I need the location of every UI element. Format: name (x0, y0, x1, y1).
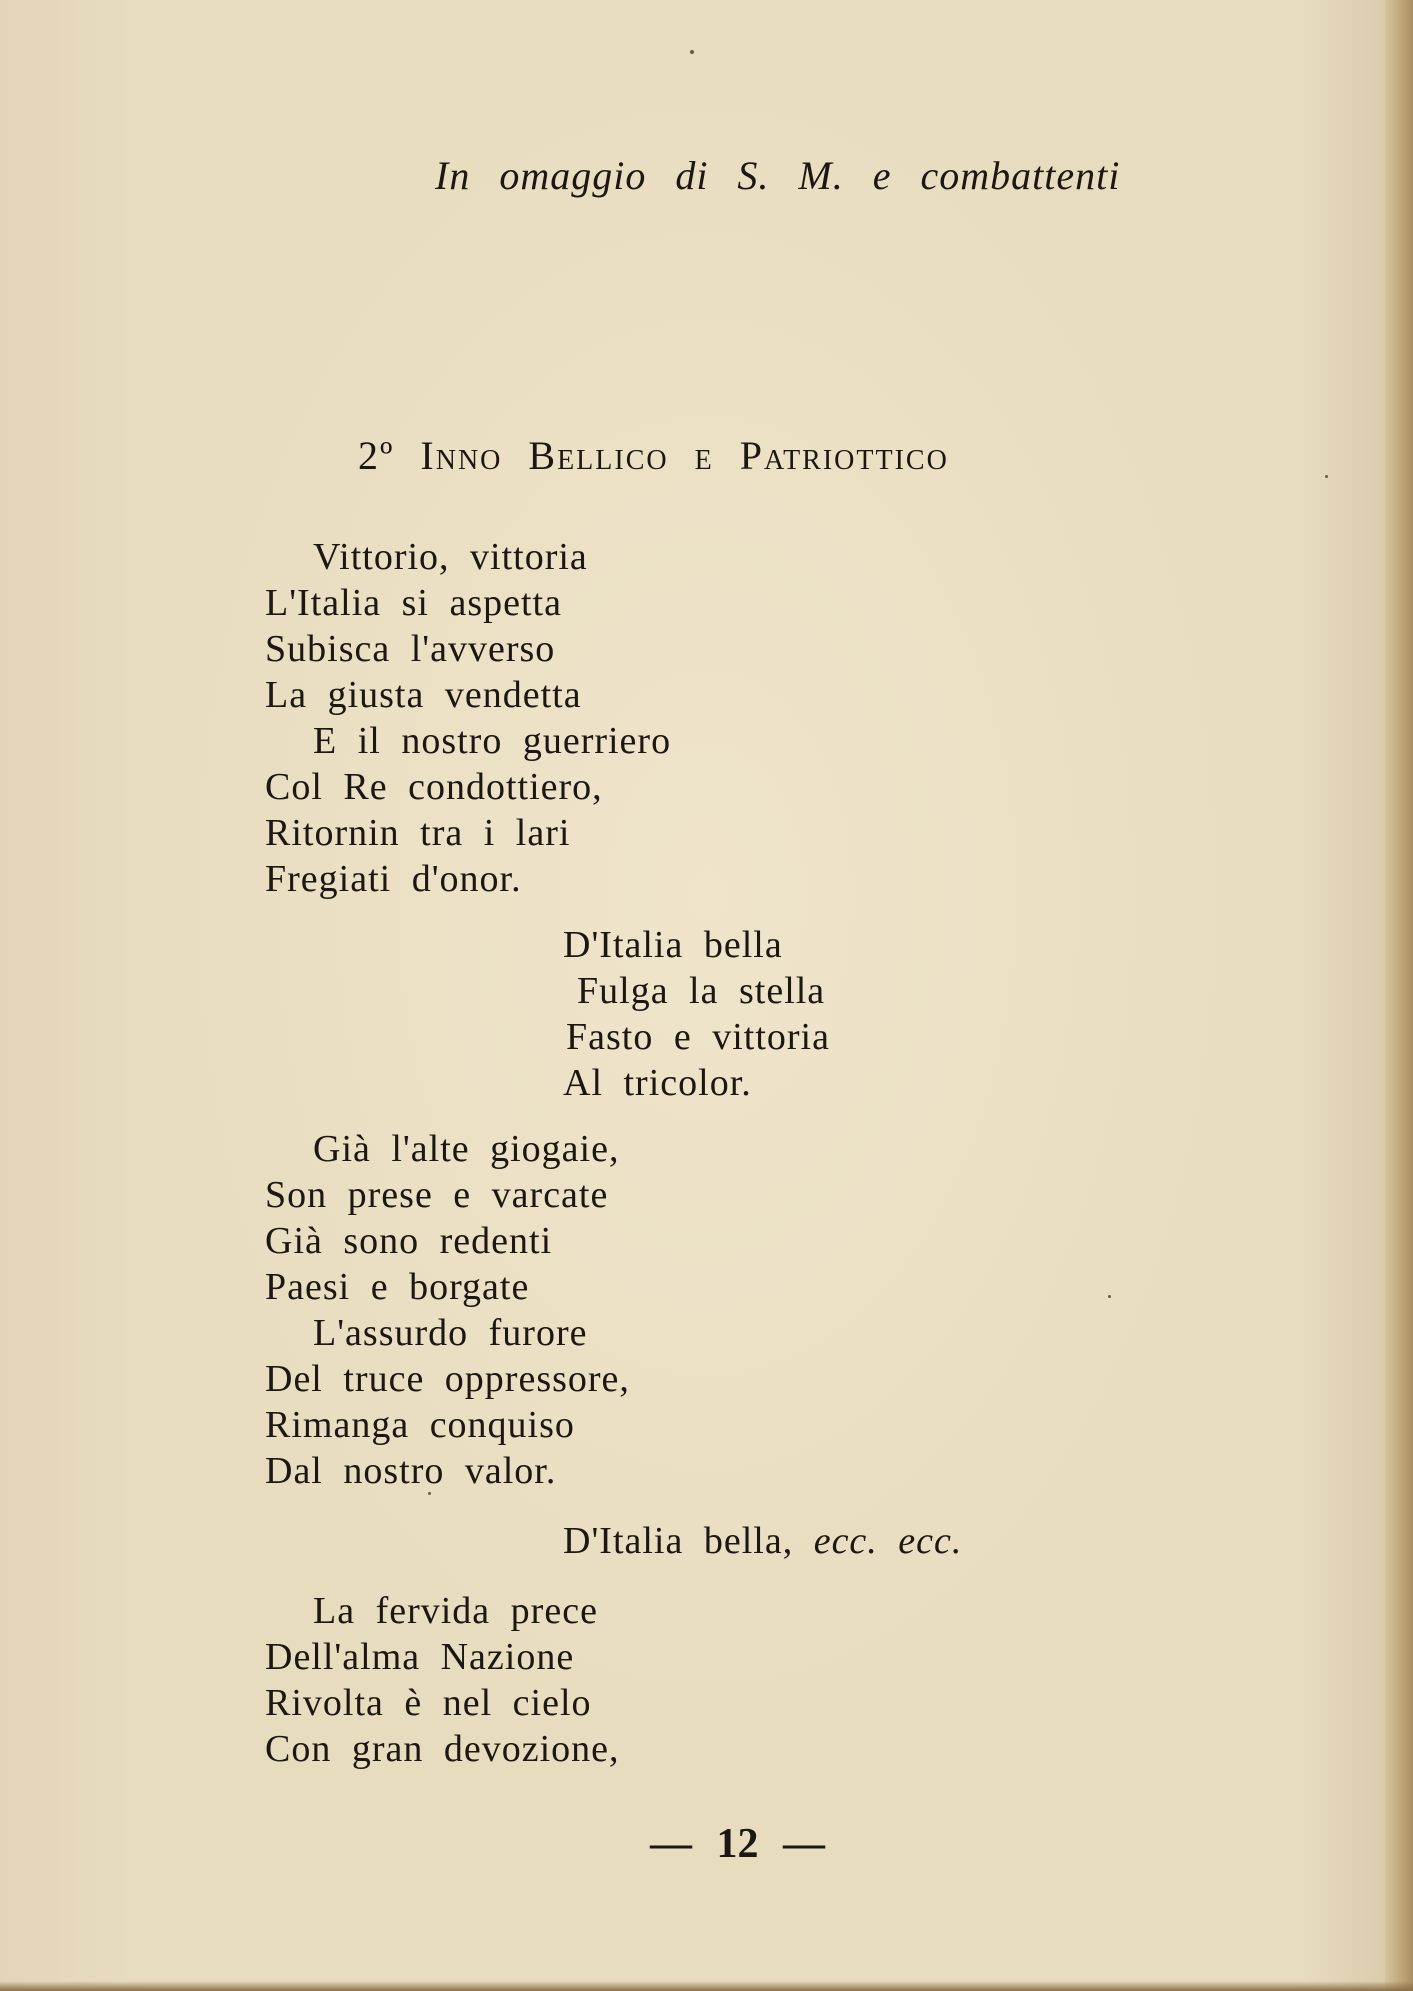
page-bottom-edge (0, 1981, 1413, 1991)
ink-speck (428, 1492, 431, 1495)
refrain-line: D'Italia bella (563, 924, 783, 966)
verse-line: Del truce oppressore, (265, 1358, 630, 1400)
verse-line: Col Re condottiero, (265, 766, 603, 808)
verse-line: Son prese e varcate (265, 1174, 609, 1216)
verse-line: Già l'alte giogaie, (313, 1128, 620, 1170)
verse-line: Ritornin tra i lari (265, 812, 571, 854)
verse-line: La giusta vendetta (265, 674, 582, 716)
verse-line: Rivolta è nel cielo (265, 1682, 592, 1724)
verse-line: Fregiati d'onor. (265, 858, 522, 900)
running-header: In omaggio di S. M. e combattenti (435, 153, 1121, 198)
refrain-repeat-ecc: ecc. ecc. (813, 1520, 963, 1562)
ink-speck (690, 50, 694, 54)
page-number: — 12 — (650, 1821, 825, 1867)
verse-line: Paesi e borgate (265, 1266, 530, 1308)
verse-line: La fervida prece (313, 1590, 598, 1632)
refrain-repeat (563, 1522, 962, 1560)
ink-speck (1108, 1295, 1111, 1298)
verse-line: Subisca l'avverso (265, 628, 556, 670)
verse-line: Già sono redenti (265, 1220, 553, 1262)
verse-line: L'Italia si aspetta (265, 582, 562, 624)
page-edge-shadow (1385, 0, 1413, 1991)
verse-line: Dell'alma Nazione (265, 1636, 575, 1678)
poem-title: 2º Inno Bellico e Patriottico (358, 433, 949, 478)
verse-line: Con gran devozione, (265, 1728, 620, 1770)
refrain-repeat-text: D'Italia bella, (563, 1520, 794, 1562)
verse-line: E il nostro guerriero (313, 720, 672, 762)
verse-line: Rimanga conquiso (265, 1404, 575, 1446)
refrain-line: Fulga la stella (577, 970, 826, 1012)
verse-line: L'assurdo furore (313, 1312, 588, 1354)
verse-line: Dal nostro valor. (265, 1450, 557, 1492)
ink-speck (1325, 475, 1328, 478)
refrain-line: Fasto e vittoria (566, 1016, 830, 1058)
refrain-line: Al tricolor. (563, 1062, 752, 1104)
verse-line: Vittorio, vittoria (313, 536, 588, 578)
